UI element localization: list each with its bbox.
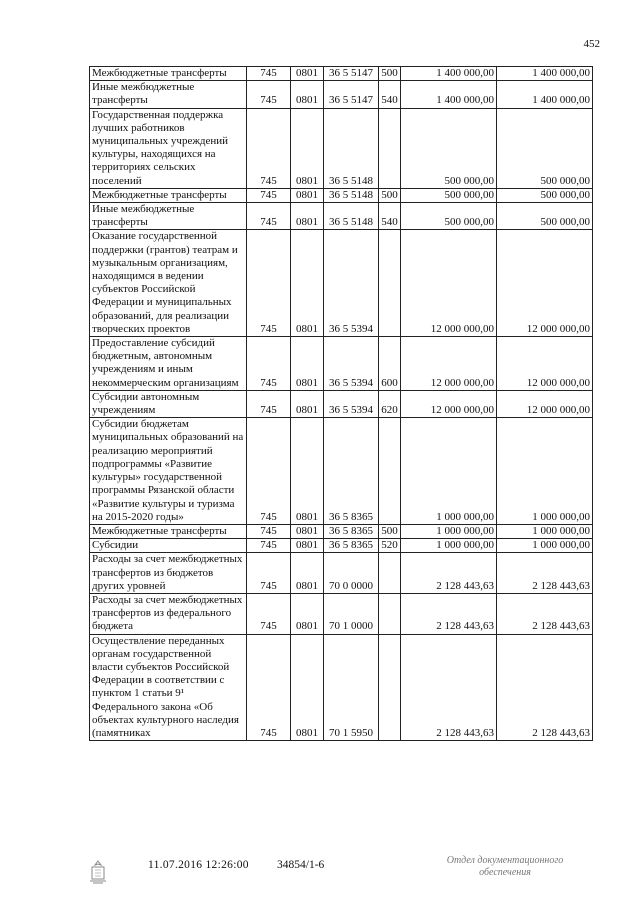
row-csr: 70 1 5950 [324, 634, 379, 741]
footer-doc-number: 34854/1-6 [277, 859, 325, 871]
row-sum-2: 2 128 443,63 [497, 553, 593, 594]
table-row [90, 553, 593, 594]
row-razdel: 0801 [291, 203, 324, 230]
row-vr: 500 [379, 524, 401, 538]
row-csr: 36 5 5394 [324, 337, 379, 391]
row-sum-1: 1 000 000,00 [401, 418, 497, 525]
row-razdel: 0801 [291, 188, 324, 202]
row-sum-1: 1 000 000,00 [401, 539, 497, 553]
row-ved: 745 [247, 67, 291, 81]
table-row [90, 634, 593, 741]
row-sum-2: 12 000 000,00 [497, 390, 593, 417]
row-vr [379, 108, 401, 188]
row-name: Иные межбюджетные трансферты [90, 81, 247, 108]
row-name: Предоставление субсидий бюджетным, автономным учреждениям и иным некоммерческим организациям [90, 337, 247, 391]
row-razdel: 0801 [291, 539, 324, 553]
row-csr: 36 5 8365 [324, 524, 379, 538]
row-name: Иные межбюджетные трансферты [90, 203, 247, 230]
row-ved: 745 [247, 539, 291, 553]
table-row [90, 67, 593, 81]
row-sum-1: 500 000,00 [401, 188, 497, 202]
row-ved: 745 [247, 524, 291, 538]
row-sum-2: 2 128 443,63 [497, 593, 593, 634]
row-sum-2: 1 000 000,00 [497, 418, 593, 525]
row-sum-1: 500 000,00 [401, 108, 497, 188]
table-row [90, 337, 593, 391]
row-ved: 745 [247, 634, 291, 741]
row-razdel: 0801 [291, 81, 324, 108]
row-vr: 600 [379, 337, 401, 391]
row-sum-1: 500 000,00 [401, 203, 497, 230]
row-name: Осуществление переданных органам государственной власти субъектов Российской Федерации в соответствии с пунктом 1 статьи 9¹ Федерального закона «Об объектах культурного наследия (памятниках [90, 634, 247, 741]
row-vr [379, 230, 401, 337]
row-csr: 36 5 5147 [324, 67, 379, 81]
row-vr [379, 553, 401, 594]
stamp-line-2: обеспечения [479, 867, 531, 878]
footer-datetime: 11.07.2016 12:26:00 [148, 859, 249, 871]
table-row [90, 230, 593, 337]
row-name: Межбюджетные трансферты [90, 188, 247, 202]
row-csr: 36 5 5394 [324, 390, 379, 417]
table-row [90, 390, 593, 417]
row-razdel: 0801 [291, 553, 324, 594]
row-name: Субсидии бюджетам муниципальных образований на реализацию мероприятий подпрограммы «Развитие культуры» государственной программы Рязанской области «Развитие культуры и туризма на 2015-2020 годы» [90, 418, 247, 525]
row-sum-1: 12 000 000,00 [401, 390, 497, 417]
table-row [90, 593, 593, 634]
row-sum-1: 1 400 000,00 [401, 81, 497, 108]
table-row [90, 418, 593, 525]
row-ved: 745 [247, 418, 291, 525]
row-sum-1: 1 400 000,00 [401, 67, 497, 81]
row-vr [379, 593, 401, 634]
stamp-line-1: Отдел документационного [446, 855, 564, 866]
row-ved: 745 [247, 390, 291, 417]
row-sum-2: 500 000,00 [497, 203, 593, 230]
row-sum-1: 1 000 000,00 [401, 524, 497, 538]
row-csr: 36 5 5148 [324, 203, 379, 230]
row-csr: 36 5 5147 [324, 81, 379, 108]
row-name: Государственная поддержка лучших работников муниципальных учреждений культуры, находящихся на территориях сельских поселений [90, 108, 247, 188]
row-razdel: 0801 [291, 108, 324, 188]
row-sum-2: 1 000 000,00 [497, 524, 593, 538]
row-razdel: 0801 [291, 634, 324, 741]
row-csr: 36 5 5394 [324, 230, 379, 337]
row-ved: 745 [247, 188, 291, 202]
table-row [90, 108, 593, 188]
row-ved: 745 [247, 108, 291, 188]
page-number: 452 [583, 38, 600, 50]
row-name: Межбюджетные трансферты [90, 67, 247, 81]
row-sum-1: 2 128 443,63 [401, 553, 497, 594]
row-razdel: 0801 [291, 390, 324, 417]
row-vr [379, 418, 401, 525]
row-ved: 745 [247, 230, 291, 337]
row-name: Межбюджетные трансферты [90, 524, 247, 538]
row-name: Субсидии [90, 539, 247, 553]
row-ved: 745 [247, 593, 291, 634]
row-ved: 745 [247, 81, 291, 108]
row-csr: 70 1 0000 [324, 593, 379, 634]
row-sum-2: 12 000 000,00 [497, 337, 593, 391]
row-ved: 745 [247, 203, 291, 230]
row-name: Субсидии автономным учреждениям [90, 390, 247, 417]
row-ved: 745 [247, 337, 291, 391]
row-sum-2: 1 000 000,00 [497, 539, 593, 553]
row-sum-2: 1 400 000,00 [497, 67, 593, 81]
row-name: Расходы за счет межбюджетных трансфертов из федерального бюджета [90, 593, 247, 634]
table-row [90, 188, 593, 202]
department-stamp [440, 855, 570, 879]
row-sum-2: 500 000,00 [497, 108, 593, 188]
row-vr [379, 634, 401, 741]
table-row [90, 539, 593, 553]
row-razdel: 0801 [291, 67, 324, 81]
row-vr: 540 [379, 203, 401, 230]
row-csr: 70 0 0000 [324, 553, 379, 594]
table-row [90, 81, 593, 108]
row-sum-1: 12 000 000,00 [401, 337, 497, 391]
row-sum-1: 12 000 000,00 [401, 230, 497, 337]
row-vr: 500 [379, 67, 401, 81]
row-razdel: 0801 [291, 524, 324, 538]
row-csr: 36 5 8365 [324, 539, 379, 553]
budget-table [89, 66, 593, 741]
emblem-icon [87, 859, 109, 885]
row-sum-1: 2 128 443,63 [401, 593, 497, 634]
row-csr: 36 5 5148 [324, 108, 379, 188]
row-name: Оказание государственной поддержки (грантов) театрам и музыкальным организациям, находящимся в ведении субъектов Российской Федерации и муниципальных образований, для реализации творческих проектов [90, 230, 247, 337]
row-vr: 520 [379, 539, 401, 553]
row-vr: 620 [379, 390, 401, 417]
row-razdel: 0801 [291, 230, 324, 337]
row-ved: 745 [247, 553, 291, 594]
row-name: Расходы за счет межбюджетных трансфертов из бюджетов других уровней [90, 553, 247, 594]
row-csr: 36 5 5148 [324, 188, 379, 202]
row-sum-2: 500 000,00 [497, 188, 593, 202]
row-razdel: 0801 [291, 593, 324, 634]
row-razdel: 0801 [291, 337, 324, 391]
table-row [90, 524, 593, 538]
row-vr: 540 [379, 81, 401, 108]
table-row [90, 203, 593, 230]
row-sum-1: 2 128 443,63 [401, 634, 497, 741]
row-sum-2: 1 400 000,00 [497, 81, 593, 108]
row-vr: 500 [379, 188, 401, 202]
row-sum-2: 2 128 443,63 [497, 634, 593, 741]
row-razdel: 0801 [291, 418, 324, 525]
row-sum-2: 12 000 000,00 [497, 230, 593, 337]
row-csr: 36 5 8365 [324, 418, 379, 525]
